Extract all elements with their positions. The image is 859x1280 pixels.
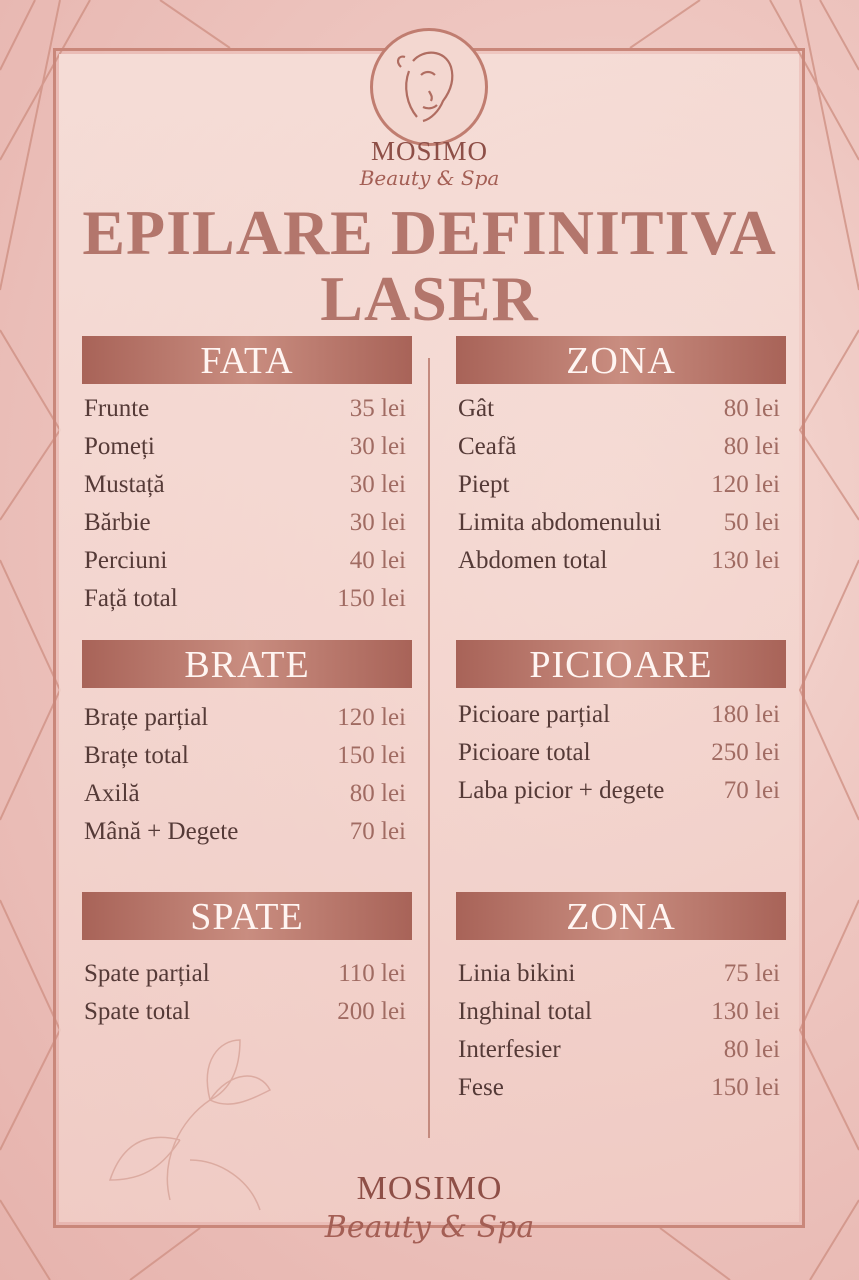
item-name: Fese <box>458 1074 504 1101</box>
list-item <box>84 542 406 580</box>
item-name: Limita abdomenului <box>458 509 662 536</box>
item-price: 110 lei <box>338 960 406 987</box>
item-price: 30 lei <box>349 509 406 536</box>
list-item <box>84 504 406 542</box>
item-name: Perciuni <box>84 547 168 574</box>
item-name: Față total <box>84 585 178 612</box>
price-list-picioare <box>458 696 780 810</box>
item-price: 150 lei <box>337 742 406 769</box>
item-name: Frunte <box>84 395 150 422</box>
section-header-brate: BRATE <box>82 640 412 688</box>
item-price: 80 lei <box>349 780 406 807</box>
list-item <box>84 428 406 466</box>
item-price: 130 lei <box>711 547 780 574</box>
item-name: Spate parțial <box>84 960 210 987</box>
list-item <box>458 955 780 993</box>
price-list-fata <box>84 390 406 618</box>
column-divider <box>428 358 430 1138</box>
item-name: Laba picior + degete <box>458 777 665 804</box>
list-item <box>84 775 406 813</box>
item-price: 250 lei <box>711 739 780 766</box>
item-price: 80 lei <box>723 1036 780 1063</box>
price-list-brate <box>84 699 406 851</box>
page-title-line2: LASER <box>320 263 539 334</box>
list-item <box>84 737 406 775</box>
logo-emblem <box>370 28 488 146</box>
item-price: 200 lei <box>337 998 406 1025</box>
item-name: Inghinal total <box>458 998 592 1025</box>
item-price: 130 lei <box>711 998 780 1025</box>
item-price: 150 lei <box>711 1074 780 1101</box>
item-name: Interfesier <box>458 1036 561 1063</box>
brand-tagline-bottom: Beauty & Spa <box>324 1210 535 1245</box>
item-price: 30 lei <box>349 471 406 498</box>
item-name: Spate total <box>84 998 191 1025</box>
item-name: Axilă <box>84 780 140 807</box>
item-price: 50 lei <box>723 509 780 536</box>
item-name: Mână + Degete <box>84 818 239 845</box>
page-title-line1: EPILARE DEFINITIVA <box>82 197 777 268</box>
face-logo-icon <box>373 31 485 143</box>
item-price: 180 lei <box>711 701 780 728</box>
list-item <box>458 1069 780 1107</box>
section-header-fata: FATA <box>82 336 412 384</box>
item-price: 80 lei <box>723 395 780 422</box>
item-price: 150 lei <box>337 585 406 612</box>
list-item <box>458 390 780 428</box>
list-item <box>458 466 780 504</box>
list-item <box>458 772 780 810</box>
item-name: Bărbie <box>84 509 151 536</box>
item-name: Ceafă <box>458 433 517 460</box>
item-price: 80 lei <box>723 433 780 460</box>
section-header-picioare: PICIOARE <box>456 640 786 688</box>
item-name: Mustață <box>84 471 165 498</box>
item-price: 35 lei <box>349 395 406 422</box>
list-item <box>458 1031 780 1069</box>
item-name: Abdomen total <box>458 547 608 574</box>
list-item <box>84 580 406 618</box>
list-item <box>84 466 406 504</box>
item-name: Piept <box>458 471 510 498</box>
item-name: Picioare total <box>458 739 591 766</box>
price-list-zona <box>458 390 780 580</box>
brand-name-top: MOSIMO <box>370 136 489 166</box>
list-item <box>458 428 780 466</box>
list-item <box>458 734 780 772</box>
list-item <box>458 504 780 542</box>
item-name: Gât <box>458 395 495 422</box>
item-name: Linia bikini <box>458 960 576 987</box>
item-price: 70 lei <box>349 818 406 845</box>
item-price: 30 lei <box>349 433 406 460</box>
list-item <box>458 993 780 1031</box>
item-price: 120 lei <box>337 704 406 731</box>
item-price: 120 lei <box>711 471 780 498</box>
price-list-zona-bikini <box>458 955 780 1107</box>
section-header-spate: SPATE <box>82 892 412 940</box>
list-item <box>84 699 406 737</box>
list-item <box>84 813 406 851</box>
item-name: Picioare parțial <box>458 701 611 728</box>
brand-name-bottom: MOSIMO <box>356 1170 503 1207</box>
item-name: Brațe total <box>84 742 189 769</box>
list-item <box>458 542 780 580</box>
item-price: 75 lei <box>723 960 780 987</box>
brand-tagline-top: Beauty & Spa <box>359 166 500 190</box>
list-item <box>84 955 406 993</box>
item-price: 40 lei <box>349 547 406 574</box>
section-header-zona-bikini: ZONA <box>456 892 786 940</box>
list-item <box>458 696 780 734</box>
item-price: 70 lei <box>723 777 780 804</box>
item-name: Brațe parțial <box>84 704 209 731</box>
item-name: Pomeți <box>84 433 155 460</box>
list-item <box>84 390 406 428</box>
section-header-zona: ZONA <box>456 336 786 384</box>
